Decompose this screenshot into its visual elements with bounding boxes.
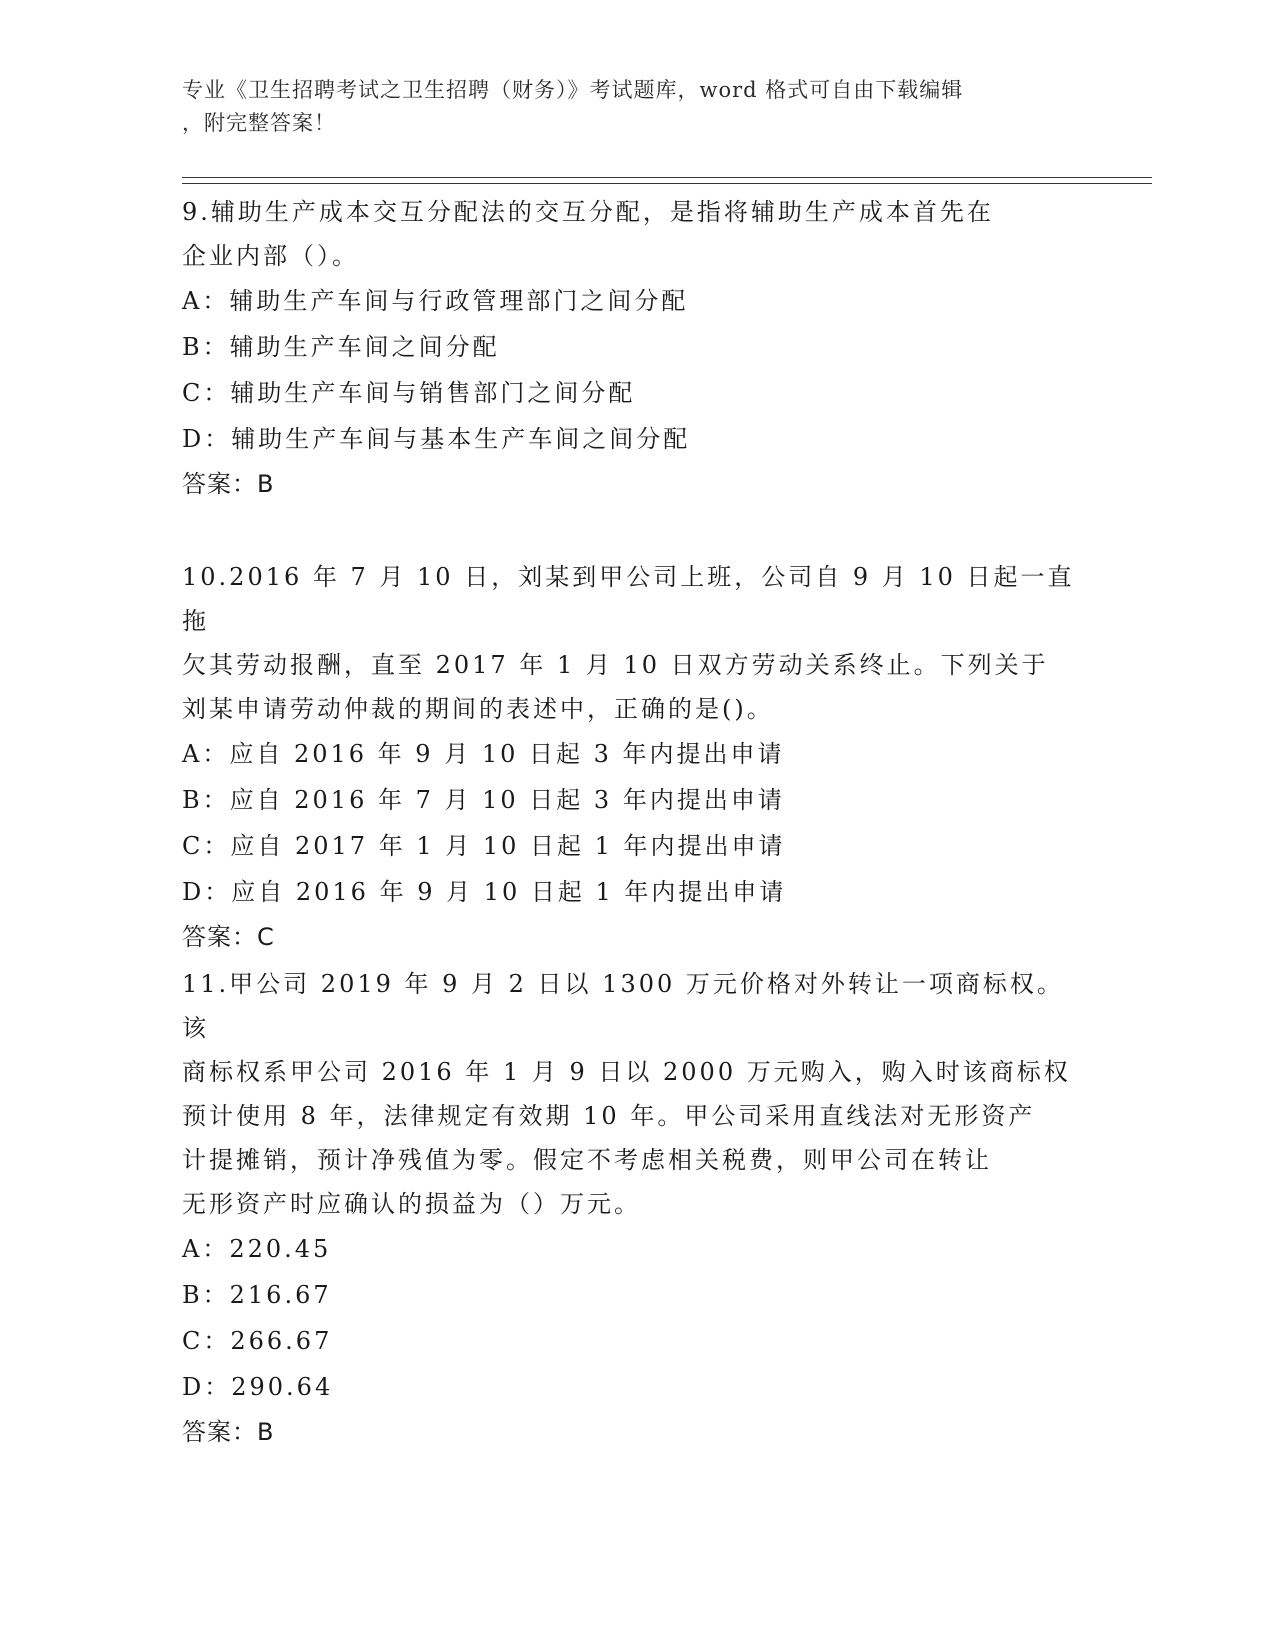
option-a: A：应自 2016 年 9 月 10 日起 3 年内提出申请 xyxy=(182,740,785,768)
question-10 xyxy=(182,555,1082,959)
question-9 xyxy=(182,190,1082,506)
option-a: A：220.45 xyxy=(182,1235,332,1263)
header-line-1: 专业《卫生招聘考试之卫生招聘（财务）》考试题库，word 格式可自由下载编辑 xyxy=(182,78,964,102)
answer-value: B xyxy=(257,1418,275,1446)
option-d: D：290.64 xyxy=(182,1373,334,1401)
question-stem-line: 11.甲公司 2019 年 9 月 2 日以 1300 万元价格对外转让一项商标权。该 xyxy=(182,970,1064,1042)
option-a: A：辅助生产车间与行政管理部门之间分配 xyxy=(182,287,689,315)
answer-label: 答案： xyxy=(182,470,257,498)
answer-line xyxy=(182,462,1082,506)
option-b: B：216.67 xyxy=(182,1281,332,1309)
header-divider-top xyxy=(182,177,1152,178)
option-c: C：应自 2017 年 1 月 10 日起 1 年内提出申请 xyxy=(182,832,786,860)
option-c: C：266.67 xyxy=(182,1327,333,1355)
answer-value: C xyxy=(257,923,275,951)
option-d: D：辅助生产车间与基本生产车间之间分配 xyxy=(182,425,691,453)
question-stem-line: 刘某申请劳动仲裁的期间的表述中，正确的是()。 xyxy=(182,695,774,723)
question-stem-line: 预计使用 8 年，法律规定有效期 10 年。甲公司采用直线法对无形资产 xyxy=(182,1102,1036,1130)
question-stem-line: 9.辅助生产成本交互分配法的交互分配，是指将辅助生产成本首先在 xyxy=(182,198,994,226)
question-stem-line: 欠其劳动报酬，直至 2017 年 1 月 10 日双方劳动关系终止。下列关于 xyxy=(182,651,1049,679)
option-d: D：应自 2016 年 9 月 10 日起 1 年内提出申请 xyxy=(182,878,787,906)
header-divider-bottom xyxy=(182,183,1152,184)
document-header xyxy=(182,74,1062,140)
question-11 xyxy=(182,962,1082,1454)
question-stem-line: 10.2016 年 7 月 10 日，刘某到甲公司上班，公司自 9 月 10 日起一直拖 xyxy=(182,563,1075,635)
question-stem-line: 企业内部（）。 xyxy=(182,242,359,270)
question-stem-line: 商标权系甲公司 2016 年 1 月 9 日以 2000 万元购入，购入时该商标权 xyxy=(182,1058,1071,1086)
question-stem-line: 计提摊销，预计净残值为零。假定不考虑相关税费，则甲公司在转让 xyxy=(182,1146,992,1174)
answer-line xyxy=(182,1410,1082,1454)
option-c: C：辅助生产车间与销售部门之间分配 xyxy=(182,379,636,407)
answer-value: B xyxy=(257,470,275,498)
answer-label: 答案： xyxy=(182,923,257,951)
header-line-2: ，附完整答案！ xyxy=(182,111,336,135)
option-b: B：辅助生产车间之间分配 xyxy=(182,333,500,361)
answer-line xyxy=(182,915,1082,959)
question-stem-line: 无形资产时应确认的损益为（）万元。 xyxy=(182,1190,641,1218)
option-b: B：应自 2016 年 7 月 10 日起 3 年内提出申请 xyxy=(182,786,785,814)
answer-label: 答案： xyxy=(182,1418,257,1446)
